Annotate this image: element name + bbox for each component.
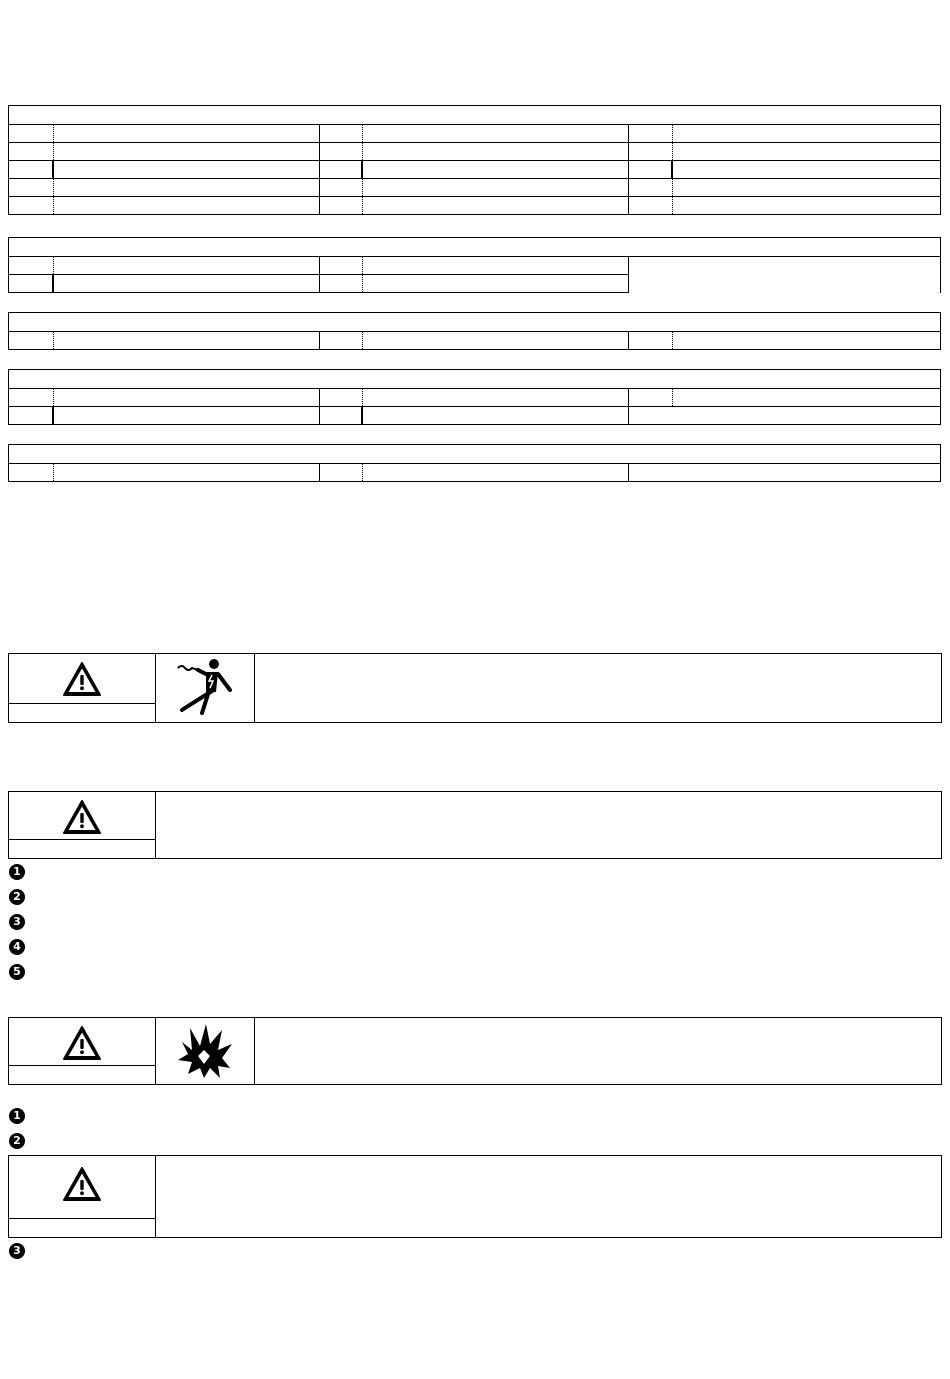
table-title-row bbox=[9, 370, 940, 388]
signal-word bbox=[9, 703, 155, 722]
table-title bbox=[9, 114, 12, 124]
warning-triangle-icon bbox=[62, 1166, 102, 1202]
table-title-row bbox=[9, 238, 940, 256]
list-item bbox=[9, 1242, 33, 1260]
warning-triangle-icon bbox=[62, 1025, 102, 1061]
warning-box-electric-shock bbox=[8, 653, 942, 723]
table-title bbox=[9, 246, 12, 256]
table-row bbox=[9, 196, 940, 214]
warning-symbol-cell bbox=[9, 1156, 156, 1237]
table-row bbox=[9, 160, 940, 178]
list-item bbox=[9, 963, 33, 981]
step-number: 4 bbox=[9, 939, 25, 955]
table-row bbox=[9, 142, 940, 160]
spec-table-1 bbox=[8, 105, 941, 215]
warning-box-explosion bbox=[8, 1017, 942, 1085]
warning-message bbox=[156, 1156, 941, 1237]
list-item bbox=[9, 888, 33, 906]
spec-table-4 bbox=[8, 369, 941, 425]
merged-empty-cell bbox=[628, 257, 940, 293]
warning-message bbox=[255, 1018, 941, 1084]
warning-message bbox=[156, 792, 941, 858]
spec-table-2 bbox=[8, 237, 941, 293]
step-number: 3 bbox=[9, 1243, 25, 1259]
table-row bbox=[9, 463, 940, 481]
step-number: 2 bbox=[9, 889, 25, 905]
warning-triangle-icon bbox=[62, 799, 102, 835]
table-row bbox=[9, 256, 940, 274]
table-title-row bbox=[9, 445, 940, 463]
table-row bbox=[9, 178, 940, 196]
list-item bbox=[9, 863, 33, 881]
signal-word bbox=[9, 1218, 155, 1237]
table-row bbox=[9, 388, 940, 406]
warning-message bbox=[255, 654, 941, 722]
warning-symbol-cell bbox=[9, 654, 156, 722]
list-item bbox=[9, 1107, 33, 1125]
step-number: 2 bbox=[9, 1133, 25, 1149]
warning-triangle-icon bbox=[62, 661, 102, 697]
list-item bbox=[9, 913, 33, 931]
step-number: 3 bbox=[9, 914, 25, 930]
signal-word bbox=[9, 839, 155, 858]
pictogram-cell bbox=[156, 1018, 255, 1084]
pictogram-cell bbox=[156, 654, 255, 722]
warning-box-general-2 bbox=[8, 1155, 942, 1238]
spec-table-5 bbox=[8, 444, 941, 482]
table-title bbox=[9, 378, 12, 388]
step-number: 1 bbox=[9, 1108, 25, 1124]
table-row bbox=[9, 406, 940, 424]
table-row bbox=[9, 331, 940, 349]
signal-word bbox=[9, 1065, 155, 1084]
table-row bbox=[9, 124, 940, 142]
table-title-row bbox=[9, 106, 940, 124]
list-item bbox=[9, 938, 33, 956]
explosion-icon bbox=[174, 1022, 236, 1080]
table-title-row bbox=[9, 313, 940, 331]
spec-table-3 bbox=[8, 312, 941, 350]
list-item bbox=[9, 1132, 33, 1150]
step-number: 5 bbox=[9, 964, 25, 980]
table-title bbox=[9, 321, 12, 331]
warning-box-general bbox=[8, 791, 942, 859]
warning-symbol-cell bbox=[9, 792, 156, 858]
step-number: 1 bbox=[9, 864, 25, 880]
electric-shock-icon bbox=[174, 658, 236, 718]
warning-symbol-cell bbox=[9, 1018, 156, 1084]
table-title bbox=[9, 453, 12, 463]
